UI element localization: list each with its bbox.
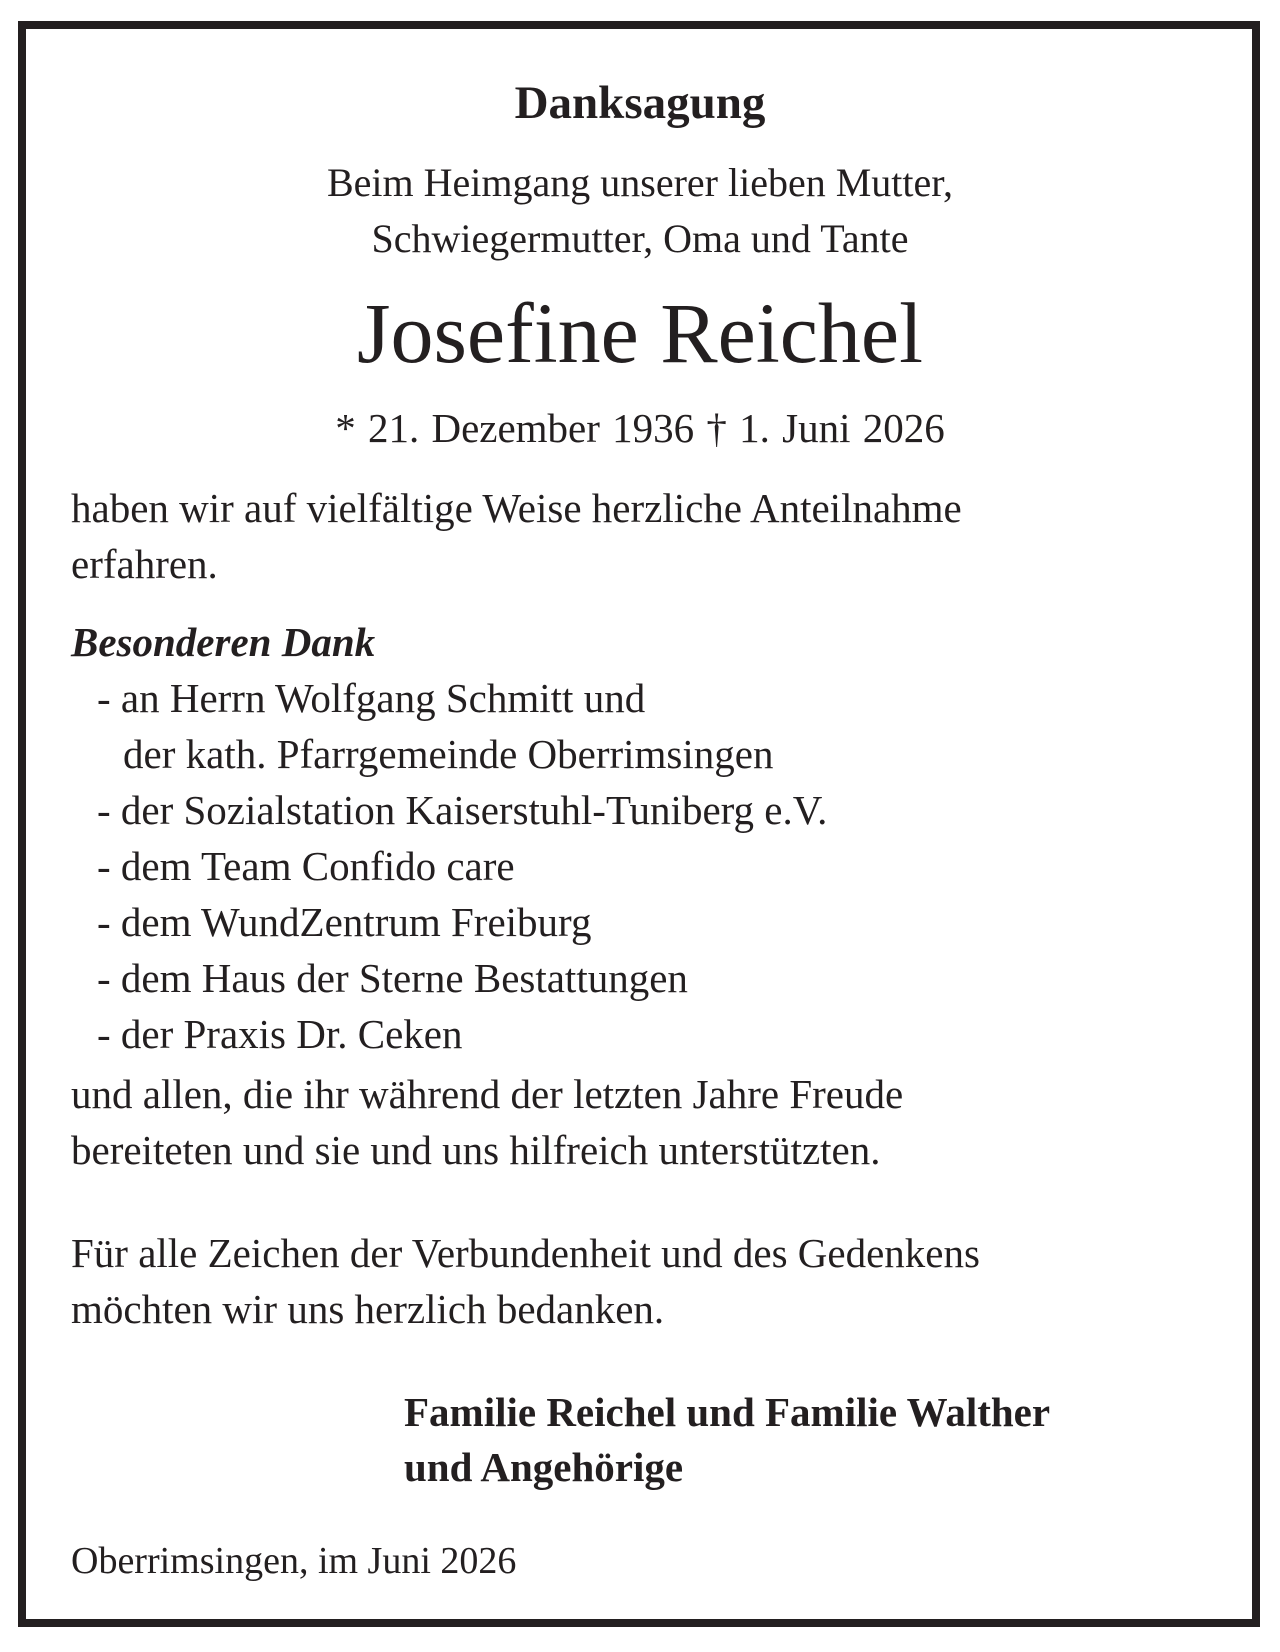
list-item: der kath. Pfarrgemeinde Oberrimsingen — [123, 731, 774, 777]
signature-line-1: Familie Reichel und Familie Walther — [404, 1389, 1051, 1435]
place-date: Oberrimsingen, im Juni 2026 — [71, 1540, 517, 1582]
list-item: - dem Team Confido care — [97, 843, 515, 889]
list-item: - der Praxis Dr. Ceken — [97, 1011, 463, 1057]
thanks-heading: Besonderen Dank — [71, 619, 376, 665]
closing-line-1: und allen, die ihr während der letzten Jahre Freude — [71, 1071, 904, 1117]
list-item: - dem Haus der Sterne Bestattungen — [97, 955, 688, 1001]
sympathy-line-1: haben wir auf vielfältige Weise herzliche Anteilnahme — [71, 485, 962, 531]
deceased-name: Josefine Reichel — [357, 285, 923, 381]
notice-title: Danksagung — [514, 77, 766, 129]
intro-line-1: Beim Heimgang unserer lieben Mutter, — [327, 160, 953, 205]
gratitude-line-2: möchten wir uns herzlich bedanken. — [71, 1286, 665, 1332]
gratitude-line-1: Für alle Zeichen der Verbundenheit und des Gedenkens — [71, 1230, 980, 1276]
closing-line-2: bereiteten und sie und uns hilfreich unterstützten. — [71, 1127, 881, 1173]
list-item: - dem WundZentrum Freiburg — [97, 899, 592, 945]
list-item: - an Herrn Wolfgang Schmitt und — [97, 675, 646, 721]
list-item: - der Sozialstation Kaiserstuhl-Tuniberg e.V. — [97, 787, 828, 833]
intro-line-2: Schwiegermutter, Oma und Tante — [371, 216, 909, 261]
life-dates: * 21. Dezember 1936 † 1. Juni 2026 — [335, 405, 945, 451]
signature-line-2: und Angehörige — [404, 1444, 684, 1490]
sympathy-line-2: erfahren. — [71, 541, 218, 587]
